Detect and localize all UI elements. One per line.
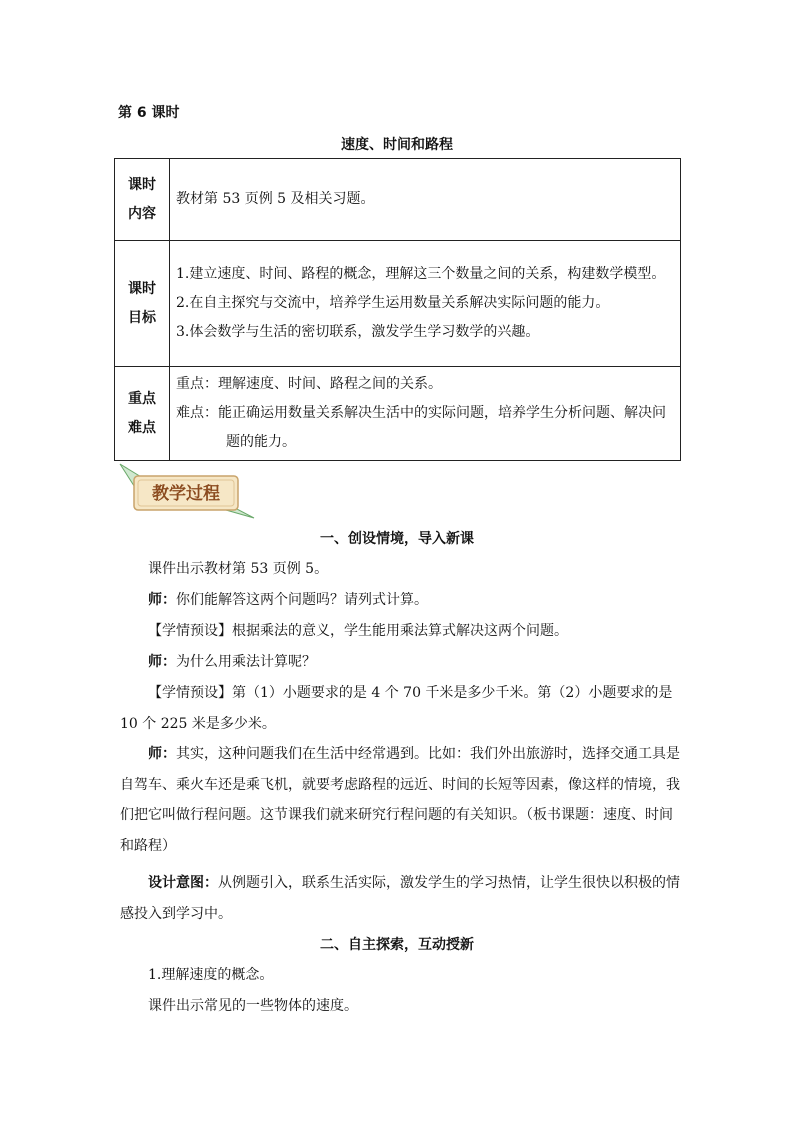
paragraph-text: 你们能解答这两个问题吗？请列式计算。: [176, 592, 428, 608]
content-text: 教材第 53 页例 5 及相关习题。: [170, 159, 681, 241]
content-label-line1: 课时: [128, 176, 156, 193]
badge-text: 教学过程: [152, 484, 220, 504]
paragraph: [120, 616, 680, 647]
key-points-cell: [170, 367, 681, 461]
section-heading-2: 二、自主探索，互动授新: [320, 937, 474, 953]
paragraph: 1.理解速度的概念。: [148, 967, 274, 983]
paragraph-text: 从例题引入，联系生活实际，激发学生的学习热情，让学生很快以积极的情感投入到学习中。: [120, 875, 680, 922]
goals-cell: [170, 241, 681, 367]
paragraph-text: 第（1）小题要求的是 4 个 70 千米是多少千米。第（2）小题要求的是 10 个 225 米是多少米。: [120, 685, 673, 732]
goal-label-cell: [115, 241, 170, 367]
section-heading-1: 一、创设情境，导入新课: [320, 531, 474, 547]
goal-item: 3.体会数学与生活的密切联系，激发学生学习数学的兴趣。: [176, 324, 540, 340]
lesson-number: 第 6 课时: [118, 105, 180, 121]
table-row: [115, 367, 681, 461]
key-label-line1: 重点: [128, 390, 156, 407]
key-label-line2: 难点: [128, 419, 156, 436]
content-label-cell: [115, 159, 170, 241]
content-label-line2: 内容: [128, 205, 156, 222]
paragraph: [120, 678, 680, 739]
design-intent-label: 设计意图：: [148, 875, 218, 891]
paragraph: [120, 647, 680, 678]
key-point: 重点：理解速度、时间、路程之间的关系。: [176, 376, 442, 392]
lesson-overview-table: [114, 158, 681, 461]
paragraph-text: 根据乘法的意义，学生能用乘法算式解决这两个问题。: [232, 623, 568, 639]
paragraph: 课件出示常见的一些物体的速度。: [148, 998, 358, 1014]
paragraph: [120, 868, 680, 929]
goal-item: 1.建立速度、时间、路程的概念，理解这三个数量之间的关系，构建数学模型。: [176, 266, 666, 282]
paragraph-text: 其实，这种问题我们在生活中经常遇到。比如：我们外出旅游时，选择交通工具是自驾车、乘火车还是乘飞机，就要考虑路程的远近、时间的长短等因素，像这样的情境，我们把它叫做行程问题。这节课我们就来研究行程问题的有关知识。（板书课题：速度、时间和路程）: [120, 746, 680, 854]
goal-label-line2: 目标: [128, 309, 156, 326]
page-title: 速度、时间和路程: [341, 137, 453, 153]
paragraph-text: 为什么用乘法计算呢？: [176, 654, 316, 670]
difficult-point: 难点：能正确运用数量关系解决生活中的实际问题，培养学生分析问题、解决问题的能力。: [176, 405, 666, 450]
preset-label: 【学情预设】: [148, 685, 232, 701]
table-row: [115, 241, 681, 367]
paragraph: 课件出示教材第 53 页例 5。: [148, 561, 329, 577]
speaker-label: 师：: [148, 592, 176, 608]
preset-label: 【学情预设】: [148, 623, 232, 639]
speaker-label: 师：: [148, 654, 176, 670]
key-label-cell: [115, 367, 170, 461]
teaching-process-badge: [116, 462, 256, 520]
speaker-label: 师：: [148, 746, 176, 762]
paragraph: [120, 585, 680, 616]
goal-item: 2.在自主探究与交流中，培养学生运用数量关系解决实际问题的能力。: [176, 295, 610, 311]
table-row: [115, 159, 681, 241]
paragraph: [120, 739, 680, 861]
goal-label-line1: 课时: [128, 280, 156, 297]
